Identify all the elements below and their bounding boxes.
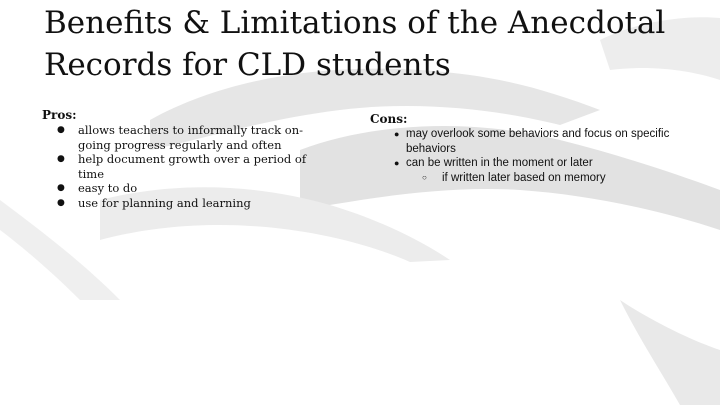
slide-title: [44, 2, 704, 86]
slide-title-line-1: Benefits & Limitations of the Anecdotal: [44, 5, 666, 41]
cons-sub-list: [406, 171, 690, 186]
sub-list-item: [406, 171, 690, 186]
list-item-text: can be written in the moment or later: [406, 157, 593, 169]
bullet-icon: ●: [57, 154, 65, 164]
hollow-bullet-icon: ○: [422, 172, 427, 182]
list-item-text: may overlook some behaviors and focus on specific behaviors: [406, 128, 670, 155]
pros-column: [42, 108, 332, 210]
cons-heading: Cons:: [370, 112, 408, 126]
pros-list: [42, 123, 332, 210]
list-item-text: easy to do: [78, 181, 138, 195]
sub-list-item-text: if written later based on memory: [442, 171, 606, 184]
list-item: [370, 127, 690, 156]
list-item-text: help document growth over a period of time: [78, 152, 307, 181]
list-item: [42, 181, 332, 196]
cons-list: [370, 127, 690, 185]
list-item: [42, 196, 332, 211]
list-item-text: use for planning and learning: [78, 195, 251, 210]
list-item: [42, 123, 332, 152]
list-item-text: allows teachers to informally track on-going progress regularly and often: [78, 123, 304, 152]
bullet-icon: ●: [394, 158, 400, 168]
bullet-icon: ●: [57, 197, 65, 208]
pros-heading: Pros:: [42, 108, 77, 122]
cons-column: [370, 112, 690, 185]
bullet-icon: ●: [394, 129, 400, 139]
list-item: [42, 152, 332, 181]
bullet-icon: ●: [57, 125, 65, 135]
bullet-icon: ●: [57, 183, 65, 193]
list-item: [370, 156, 690, 185]
slide-title-line-2: Records for CLD students: [44, 47, 451, 83]
